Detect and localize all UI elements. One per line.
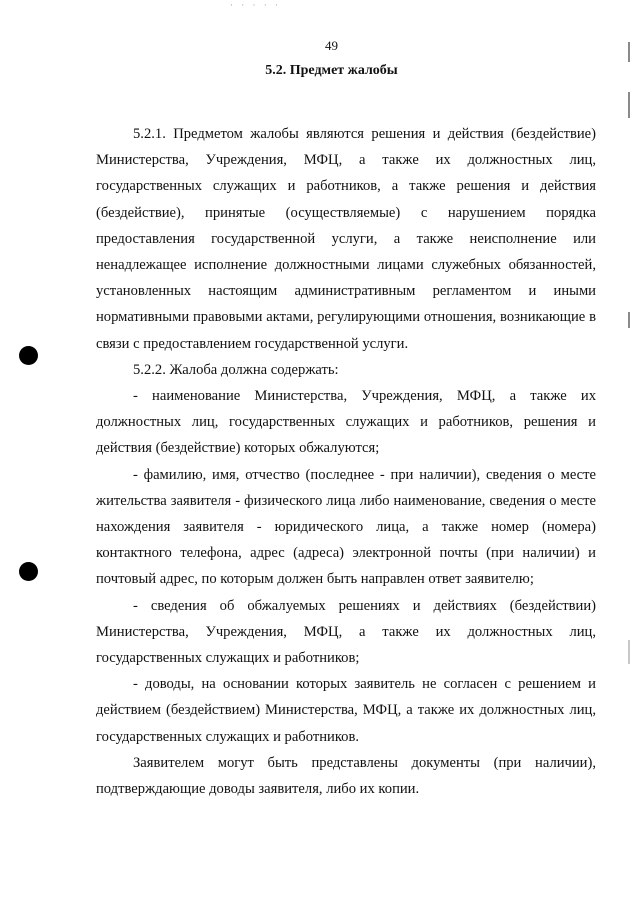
document-body	[96, 121, 596, 802]
scan-edge-mark	[628, 640, 630, 664]
list-item-arguments: - доводы, на основании которых заявитель не согласен с решением и действием (бездействием) Министерства, МФЦ, а также их должностных лиц, государственных служащих и работников.	[96, 676, 596, 745]
section-title: 5.2. Предмет жалобы	[265, 63, 398, 78]
scan-artifact: · · · · ·	[230, 0, 281, 10]
paragraph-documents: Заявителем могут быть представлены документы (при наличии), подтверждающие доводы заявителя, либо их копии.	[96, 754, 596, 798]
list-item-name: - наименование Министерства, Учреждения, МФЦ, а также их должностных лиц, государственных служащих и работников, решения и действия (бездействие) которых обжалуются;	[96, 388, 596, 457]
punch-hole-mark	[19, 346, 38, 365]
paragraph-5-2-1: 5.2.1. Предметом жалобы являются решения и действия (бездействие) Министерства, Учреждения, МФЦ, а также их должностных лиц, государственных служащих и работников, а также решения и действия (бездействие), принятые (осуществляемые) с нарушением порядка предоставления государственной услуги, а также неисполнение или ненадлежащее исполнение должностными лицами служебных обязанностей, установленных настоящим административным регламентом и иными нормативными правовыми актами, регулирующими отношения, возникающие в связи с предоставлением государственной услуги.	[96, 126, 596, 352]
punch-hole-mark	[19, 562, 38, 581]
scan-edge-mark	[628, 42, 630, 62]
list-item-appealed-decisions: - сведения об обжалуемых решениях и действиях (бездействии) Министерства, Учреждения, МФЦ, а также их должностных лиц, государственных служащих и работников;	[96, 597, 596, 667]
scan-edge-mark	[628, 312, 630, 328]
list-item-applicant-details: - фамилию, имя, отчество (последнее - при наличии), сведения о месте жительства заявителя - физического лица либо наименование, сведения о месте нахождения заявителя - юридического лица, а также номер (номера) контактного телефона, адрес (адреса) электронной почты (при наличии) и почтовый адрес, по которым должен быть направлен ответ заявителю;	[96, 466, 596, 588]
scan-edge-mark	[628, 92, 630, 118]
paragraph-5-2-2: 5.2.2. Жалоба должна содержать:	[133, 361, 339, 378]
page-number: 49	[325, 38, 338, 53]
